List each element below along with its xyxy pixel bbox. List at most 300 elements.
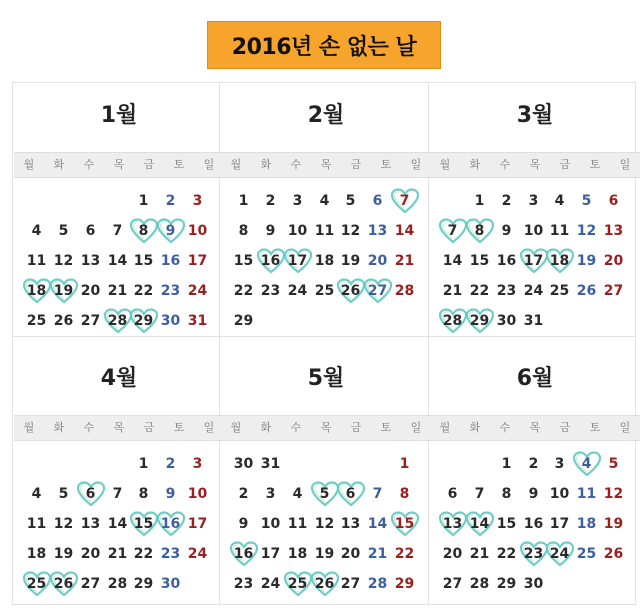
day-number: 13 [340,516,361,532]
day-number: 24 [549,546,570,562]
day-number: 28 [394,283,415,299]
day-number: 31 [260,456,281,472]
day-number: 11 [549,223,570,239]
day-cell-no-son-day [77,481,104,507]
day-cell [284,511,311,537]
day-number: 17 [287,253,308,269]
day-cell [364,511,391,537]
day-number: 20 [80,283,101,299]
day-number: 6 [608,193,619,209]
day-number: 24 [187,283,208,299]
day-cell [311,541,338,567]
weekday-label: 토 [589,158,601,171]
day-number: 19 [603,516,624,532]
day-number: 22 [469,283,490,299]
day-number: 16 [233,546,254,562]
weekday-header [221,415,431,441]
day-cell [257,278,284,304]
day-cell [600,218,627,244]
weekday-label: 월 [230,421,242,434]
day-number: 29 [233,313,254,329]
day-cell [439,278,466,304]
day-cell [184,481,211,507]
weekday-label: 토 [589,421,601,434]
day-cell-no-son-day [337,278,364,304]
day-cell [520,451,547,477]
day-number: 12 [603,486,624,502]
day-number: 12 [576,223,597,239]
day-number: 19 [53,546,74,562]
day-cell-no-son-day [230,541,257,567]
day-cell [184,278,211,304]
day-cell [230,571,257,597]
day-number: 2 [238,486,249,502]
weekday-label: 수 [83,158,95,171]
day-number: 21 [367,546,388,562]
day-cell [230,308,257,334]
day-number: 30 [233,456,254,472]
day-cell [573,278,600,304]
day-cell [77,308,104,334]
day-cell [600,541,627,567]
day-number: 11 [26,253,47,269]
day-number: 14 [367,516,388,532]
day-number: 2 [528,456,539,472]
day-cell [600,451,627,477]
day-number: 30 [523,576,544,592]
day-cell [50,511,77,537]
day-cell [439,571,466,597]
day-number: 5 [319,486,330,502]
day-cell [230,481,257,507]
day-number: 17 [187,516,208,532]
weekday-header [430,415,640,441]
day-cell-no-son-day [23,571,50,597]
day-cell-no-son-day [130,511,157,537]
day-number: 13 [442,516,463,532]
day-number: 3 [528,193,539,209]
weekday-label: 목 [320,158,332,171]
day-number: 21 [107,546,128,562]
day-cell [130,278,157,304]
day-number: 29 [133,313,154,329]
day-number: 18 [549,253,570,269]
weekday-label: 월 [23,158,35,171]
day-cell [130,481,157,507]
day-cell [600,188,627,214]
day-number: 22 [233,283,254,299]
day-cell [520,218,547,244]
day-cell [546,218,573,244]
day-cell [104,248,131,274]
day-number: 23 [260,283,281,299]
weekday-label: 화 [469,421,481,434]
day-cell [284,481,311,507]
day-cell [364,188,391,214]
day-number: 23 [160,283,181,299]
day-cell [439,541,466,567]
day-number: 20 [442,546,463,562]
day-number: 19 [53,283,74,299]
day-cell [466,541,493,567]
day-cell [184,511,211,537]
weekday-label: 토 [173,158,185,171]
weekday-label: 수 [499,158,511,171]
day-number: 17 [187,253,208,269]
month-calendar [221,96,431,336]
day-cell-no-son-day [337,481,364,507]
day-number: 23 [233,576,254,592]
day-number: 27 [367,283,388,299]
day-number: 28 [107,576,128,592]
day-grid [14,188,224,348]
day-number: 19 [340,253,361,269]
day-cell [364,481,391,507]
day-number: 24 [260,576,281,592]
day-number: 26 [603,546,624,562]
day-number: 26 [576,283,597,299]
day-cell [230,278,257,304]
day-cell [77,278,104,304]
day-number: 29 [133,576,154,592]
day-cell [493,451,520,477]
day-cell [184,188,211,214]
day-number: 1 [138,456,149,472]
day-number: 10 [549,486,570,502]
day-cell-no-son-day [130,308,157,334]
day-number: 1 [399,456,410,472]
weekday-label: 일 [619,158,631,171]
day-number: 20 [80,546,101,562]
weekday-label: 화 [469,158,481,171]
day-number: 28 [469,576,490,592]
day-number: 26 [314,576,335,592]
day-number: 11 [314,223,335,239]
day-number: 1 [474,193,485,209]
day-cell [439,481,466,507]
weekday-label: 화 [260,158,272,171]
day-cell [520,511,547,537]
day-number: 29 [496,576,517,592]
day-cell [184,308,211,334]
day-cell [284,188,311,214]
day-number: 19 [314,546,335,562]
weekday-label: 목 [113,158,125,171]
weekday-label: 일 [203,158,215,171]
day-cell [493,481,520,507]
day-cell [257,571,284,597]
day-cell-no-son-day [439,308,466,334]
weekday-label: 금 [350,158,362,171]
weekday-label: 월 [230,158,242,171]
day-number: 25 [26,576,47,592]
day-number: 8 [138,486,149,502]
day-cell [311,278,338,304]
day-number: 18 [287,546,308,562]
month-title: 6월 [516,366,554,391]
day-cell [157,541,184,567]
day-number: 4 [31,486,42,502]
day-number: 27 [80,313,101,329]
day-cell-no-son-day [50,278,77,304]
day-cell [439,248,466,274]
day-number: 4 [292,486,303,502]
day-number: 15 [133,516,154,532]
day-cell [184,248,211,274]
day-cell-no-son-day [284,248,311,274]
day-cell [184,541,211,567]
day-cell [391,278,418,304]
day-cell [77,511,104,537]
day-cell [520,188,547,214]
day-number: 26 [340,283,361,299]
day-number: 23 [523,546,544,562]
day-cell-no-son-day [364,278,391,304]
day-cell [230,218,257,244]
day-cell-no-son-day [257,248,284,274]
day-cell [311,188,338,214]
day-number: 15 [496,516,517,532]
day-cell [230,188,257,214]
day-number: 6 [372,193,383,209]
day-cell [23,248,50,274]
page-title: 2016년 손 없는 날 [207,21,441,69]
day-number: 11 [576,486,597,502]
weekday-label: 수 [499,421,511,434]
day-grid [430,188,640,348]
day-cell [466,188,493,214]
day-cell [391,218,418,244]
day-cell [364,248,391,274]
day-cell [311,218,338,244]
day-cell [104,218,131,244]
day-cell [50,481,77,507]
day-number: 17 [523,253,544,269]
day-number: 14 [442,253,463,269]
day-cell [184,451,211,477]
day-cell [257,541,284,567]
day-cell [337,248,364,274]
day-number: 16 [260,253,281,269]
day-number: 8 [399,486,410,502]
day-cell [50,541,77,567]
weekday-label: 토 [380,158,392,171]
day-number: 14 [107,516,128,532]
weekday-label: 수 [290,158,302,171]
day-cell [157,451,184,477]
day-number: 4 [554,193,565,209]
day-number: 24 [523,283,544,299]
day-number: 18 [26,283,47,299]
day-number: 22 [133,546,154,562]
month-calendar [430,96,640,336]
day-number: 12 [340,223,361,239]
day-number: 2 [165,456,176,472]
day-cell [50,248,77,274]
day-cell-no-son-day [439,511,466,537]
day-number: 14 [107,253,128,269]
day-cell-no-son-day [284,571,311,597]
day-number: 5 [581,193,592,209]
day-number: 21 [394,253,415,269]
day-number: 6 [85,223,96,239]
day-cell [230,511,257,537]
day-cell [391,481,418,507]
day-number: 16 [160,516,181,532]
day-cell [493,218,520,244]
day-cell [337,188,364,214]
day-number: 26 [53,313,74,329]
day-cell [600,481,627,507]
weekday-label: 월 [439,158,451,171]
day-cell [284,541,311,567]
weekday-label: 화 [53,421,65,434]
day-cell-no-son-day [466,308,493,334]
weekday-label: 일 [203,421,215,434]
weekday-label: 월 [23,421,35,434]
weekday-header [14,152,224,178]
day-cell [573,541,600,567]
day-cell [573,248,600,274]
day-number: 22 [133,283,154,299]
day-cell [130,571,157,597]
day-number: 7 [474,486,485,502]
day-cell [284,218,311,244]
day-number: 21 [469,546,490,562]
day-number: 9 [238,516,249,532]
day-grid [221,188,431,348]
day-number: 3 [292,193,303,209]
day-number: 27 [340,576,361,592]
day-cell [546,451,573,477]
day-number: 4 [581,456,592,472]
weekday-label: 금 [350,421,362,434]
day-number: 1 [138,193,149,209]
day-number: 4 [31,223,42,239]
day-number: 9 [501,223,512,239]
day-cell [391,571,418,597]
day-number: 15 [133,253,154,269]
day-number: 4 [319,193,330,209]
day-number: 7 [112,223,123,239]
weekday-header [430,152,640,178]
day-number: 31 [187,313,208,329]
weekday-label: 수 [83,421,95,434]
month-title: 4월 [100,366,138,391]
day-number: 11 [26,516,47,532]
day-number: 17 [260,546,281,562]
day-number: 13 [80,516,101,532]
day-number: 29 [394,576,415,592]
day-number: 15 [233,253,254,269]
day-cell [311,248,338,274]
day-number: 28 [367,576,388,592]
day-cell [130,188,157,214]
day-number: 20 [603,253,624,269]
day-cell [337,218,364,244]
day-number: 16 [160,253,181,269]
day-number: 27 [603,283,624,299]
weekday-label: 수 [290,421,302,434]
day-cell-no-son-day [130,218,157,244]
day-cell [466,571,493,597]
day-cell [184,218,211,244]
day-number: 31 [523,313,544,329]
weekday-label: 월 [439,421,451,434]
day-number: 22 [394,546,415,562]
day-cell [364,218,391,244]
day-cell [230,248,257,274]
day-cell [466,248,493,274]
day-cell [104,278,131,304]
day-cell [230,451,257,477]
day-number: 16 [523,516,544,532]
day-cell [130,541,157,567]
day-cell [466,481,493,507]
day-cell-no-son-day [311,571,338,597]
day-cell-no-son-day [23,278,50,304]
day-number: 3 [265,486,276,502]
day-number: 10 [187,223,208,239]
day-cell [600,278,627,304]
day-cell [257,451,284,477]
day-number: 14 [394,223,415,239]
month-calendar [14,359,224,599]
day-cell [493,278,520,304]
day-number: 8 [238,223,249,239]
day-number: 2 [501,193,512,209]
day-cell [77,541,104,567]
weekday-label: 목 [320,421,332,434]
weekday-label: 일 [619,421,631,434]
day-number: 8 [474,223,485,239]
day-number: 9 [528,486,539,502]
day-cell [157,248,184,274]
day-number: 10 [187,486,208,502]
day-number: 3 [192,456,203,472]
day-cell [546,511,573,537]
day-cell [493,308,520,334]
day-number: 25 [549,283,570,299]
day-cell [337,571,364,597]
day-cell [391,541,418,567]
day-number: 27 [442,576,463,592]
weekday-label: 금 [143,158,155,171]
weekday-label: 금 [559,421,571,434]
day-number: 21 [442,283,463,299]
day-number: 5 [608,456,619,472]
day-number: 7 [447,223,458,239]
day-number: 16 [496,253,517,269]
day-cell-no-son-day [546,248,573,274]
day-number: 2 [265,193,276,209]
day-number: 23 [496,283,517,299]
weekday-label: 일 [410,421,422,434]
day-cell [493,571,520,597]
day-number: 30 [160,313,181,329]
day-number: 20 [340,546,361,562]
day-cell [493,511,520,537]
day-cell [284,278,311,304]
day-cell [493,541,520,567]
day-cell [23,541,50,567]
day-cell [600,511,627,537]
day-number: 1 [238,193,249,209]
day-number: 2 [165,193,176,209]
day-cell [23,218,50,244]
day-number: 19 [576,253,597,269]
day-cell-no-son-day [311,481,338,507]
